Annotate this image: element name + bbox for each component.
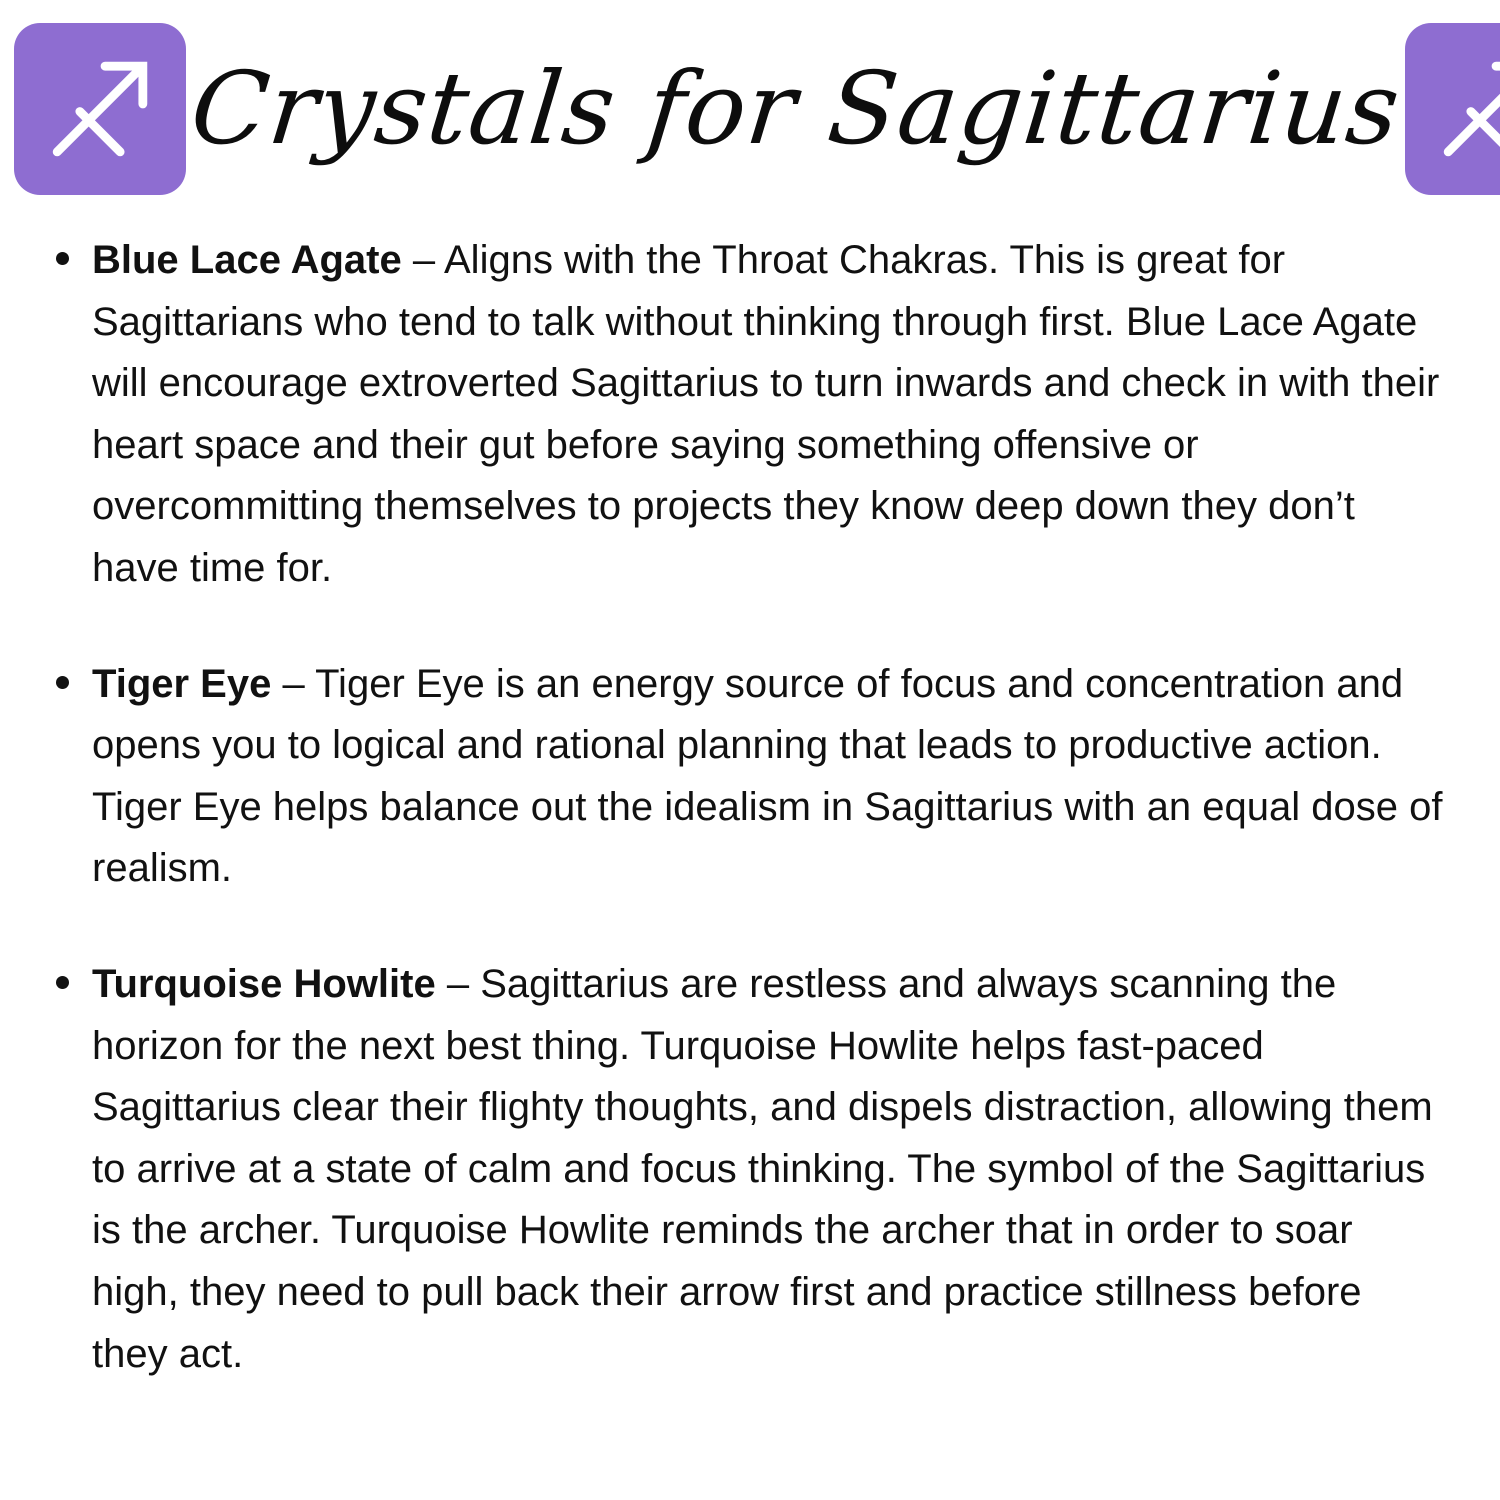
sagittarius-badge-right: [1405, 23, 1500, 195]
crystal-name: Blue Lace Agate: [92, 238, 402, 282]
page-header: [0, 14, 1500, 204]
page-title: Crystals for Sagittarius: [185, 50, 1406, 167]
crystal-list: [40, 230, 1444, 1385]
sagittarius-icon: [1428, 46, 1500, 172]
crystal-description: – Tiger Eye is an energy source of focus and concentration and opens you to logical and rational planning that leads to productive action. Tiger Eye helps balance out the idealism in Sagittarius with an equal dose of realism.: [92, 661, 1443, 891]
list-item: [40, 230, 1444, 600]
crystal-content: [0, 204, 1500, 1385]
list-item: [40, 654, 1444, 900]
crystal-name: Turquoise Howlite: [92, 961, 436, 1006]
sagittarius-badge-left: [14, 23, 186, 195]
list-item: [40, 954, 1444, 1385]
sagittarius-icon: [37, 46, 163, 172]
crystal-description: – Sagittarius are restless and always scanning the horizon for the next best thing. Turquoise Howlite helps fast-paced Sagittarius clear their flighty thoughts, and dispels distraction, allowing them to arrive at a state of calm and focus thinking. The symbol of the Sagittarius is the archer. Turquoise Howlite reminds the archer that in order to soar high, they need to pull back their arrow first and practice stillness before they act.: [92, 961, 1433, 1376]
crystal-name: Tiger Eye: [92, 661, 272, 706]
crystal-description: – Aligns with the Throat Chakras. This is great for Sagittarians who tend to talk without thinking through first. Blue Lace Agate will encourage extroverted Sagittarius to turn inwards and check in with their heart space and their gut before saying something offensive or overcommitting themselves to projects they know deep down they don’t have time for.: [92, 238, 1440, 590]
